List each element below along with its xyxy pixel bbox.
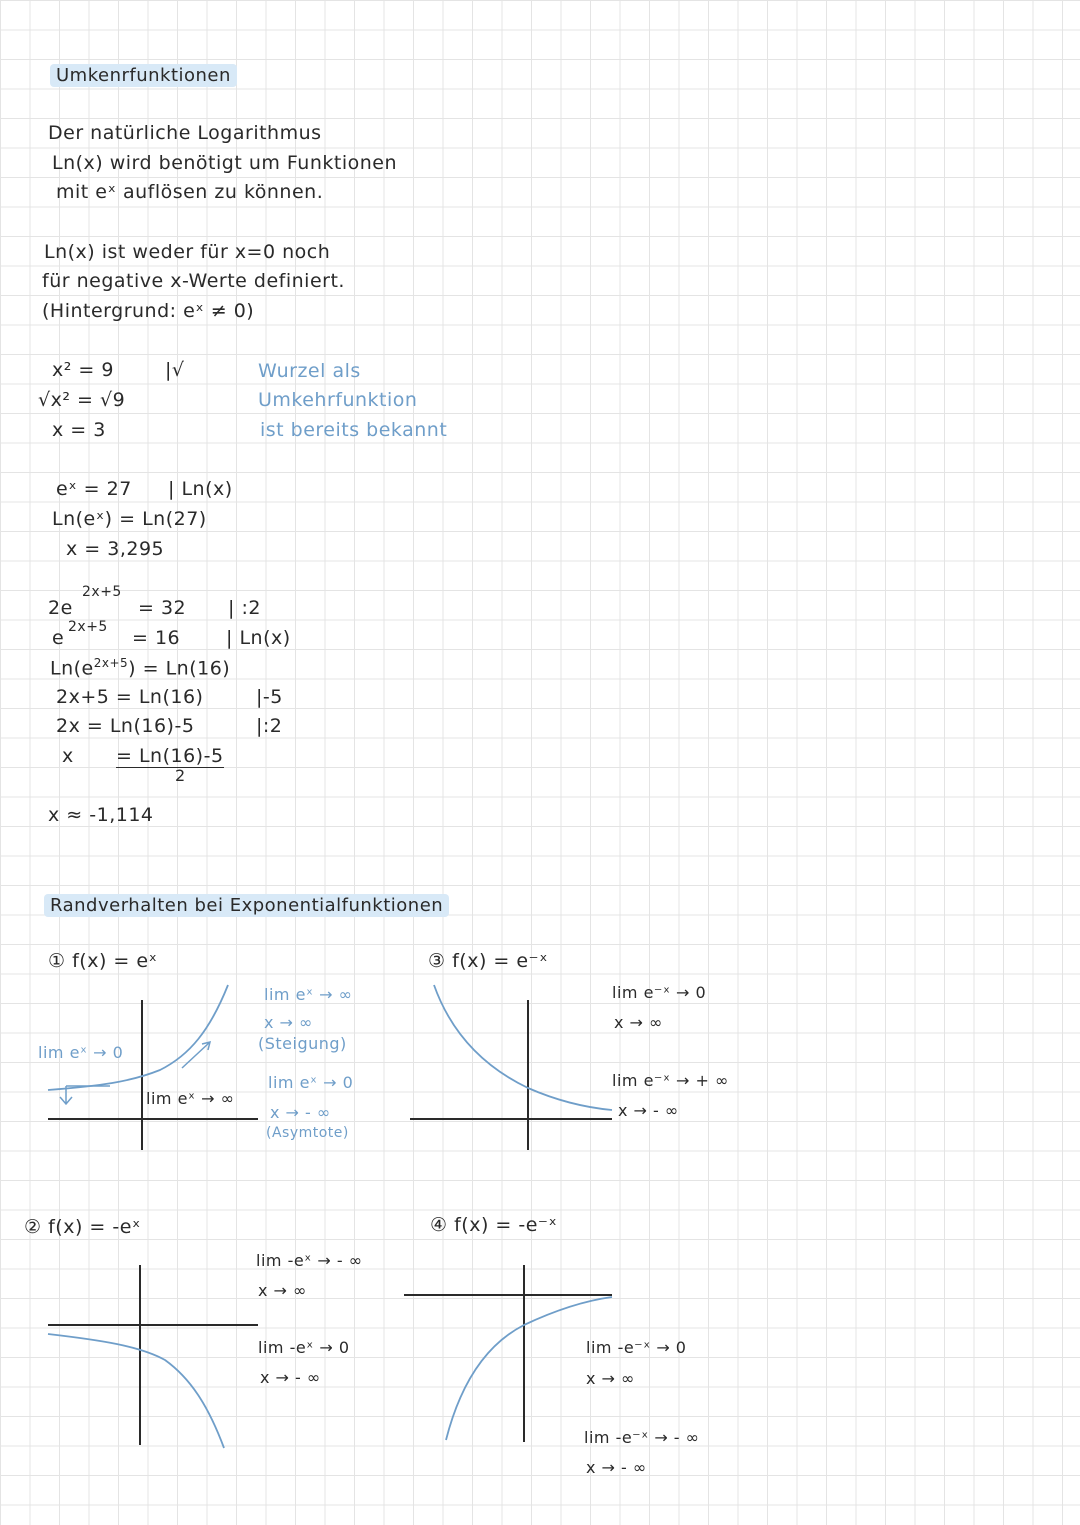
ln2-line-4: 2x+5 = Ln(16)	[56, 686, 204, 708]
graph3-note-1: lim e⁻ˣ → 0	[612, 983, 707, 1002]
sqrt-comment-1: Wurzel als	[258, 360, 361, 382]
graph4-note-3: lim -e⁻ˣ → - ∞	[584, 1428, 700, 1447]
graph2-function: f(x) = -eˣ	[48, 1216, 141, 1238]
graph2-note-4: x → - ∞	[260, 1368, 321, 1387]
section-title-inverse-functions: Umkenrfunktionen	[50, 64, 237, 87]
graph4-note-2: x → ∞	[586, 1369, 635, 1388]
graph1-note-3: (Steigung)	[258, 1034, 347, 1053]
section-title-boundary-behavior: Randverhalten bei Exponentialfunktionen	[44, 894, 449, 917]
sqrt-line-3: x = 3	[52, 419, 106, 441]
graph1-note-2: x → ∞	[264, 1013, 313, 1032]
graph1-number: ①	[48, 950, 66, 972]
ln2-line-6-numerator: = Ln(16)-5	[116, 745, 224, 767]
ln2-line-6-denominator: 2	[175, 766, 186, 785]
sqrt-comment-2: Umkehrfunktion	[258, 389, 418, 411]
sqrt-operation: |√	[165, 359, 185, 381]
graph1-lim-left: lim eˣ → 0	[38, 1043, 124, 1062]
graph1-note-6: (Asymtote)	[266, 1125, 349, 1141]
note-line-1: Ln(x) ist weder für x=0 noch	[44, 241, 331, 263]
graph2-note-3: lim -eˣ → 0	[258, 1338, 350, 1357]
sqrt-line-2: √x² = √9	[38, 389, 126, 411]
sqrt-comment-3: ist bereits bekannt	[260, 419, 448, 441]
graph3-note-3: lim e⁻ˣ → + ∞	[612, 1071, 729, 1090]
intro-line-1: Der natürliche Logarithmus	[48, 122, 322, 144]
ln2-exp-1: 2x+5	[82, 584, 122, 600]
graph1-note-1: lim eˣ → ∞	[264, 985, 353, 1004]
ln1-line-3: x = 3,295	[66, 538, 165, 560]
graph3-number: ③	[428, 950, 446, 972]
graph1-lim-middle: lim eˣ → ∞	[146, 1089, 235, 1108]
graph4-number: ④	[430, 1214, 448, 1236]
ln2-line-3-rhs: ) = Ln(16)	[128, 657, 231, 680]
ln1-line-2: Ln(eˣ) = Ln(27)	[52, 508, 207, 530]
intro-line-2: Ln(x) wird benötigt um Funktionen	[52, 152, 398, 174]
graph1-note-4: lim eˣ → 0	[268, 1073, 354, 1092]
ln2-line-6-x: x	[62, 745, 74, 767]
ln2-line-3-lhs: Ln(e	[50, 657, 94, 680]
sqrt-line-1: x² = 9	[52, 359, 114, 381]
graph2-note-1: lim -eˣ → - ∞	[256, 1251, 363, 1270]
ln2-result: x ≈ -1,114	[48, 804, 154, 826]
note-line-2: für negative x-Werte definiert.	[42, 270, 345, 292]
graph4-note-1: lim -e⁻ˣ → 0	[586, 1338, 687, 1357]
ln2-op-5: |:2	[256, 715, 283, 737]
intro-line-3: mit eˣ auflösen zu können.	[56, 181, 324, 203]
ln1-line-1: eˣ = 27	[56, 478, 132, 500]
ln2-line-2: e	[52, 627, 65, 649]
graph3-note-2: x → ∞	[614, 1013, 663, 1032]
ln2-exp-2: 2x+5	[68, 619, 108, 635]
ln2-exp-3: 2x+5	[93, 656, 129, 670]
graph3-note-4: x → - ∞	[618, 1101, 679, 1120]
ln2-line-2-rhs: = 16	[132, 627, 181, 649]
ln1-operation: | Ln(x)	[168, 478, 233, 500]
note-line-3: (Hintergrund: eˣ ≠ 0)	[42, 300, 255, 322]
ln2-line-1: 2e	[48, 597, 73, 619]
graph1-function: f(x) = eˣ	[72, 950, 158, 972]
ln2-line-1-rhs: = 32	[138, 597, 187, 619]
graph4-function: f(x) = -e⁻ˣ	[454, 1214, 558, 1236]
ln2-op-4: |-5	[256, 686, 283, 708]
graph2-number: ②	[24, 1216, 42, 1238]
graph4-note-4: x → - ∞	[586, 1458, 647, 1477]
graph2-note-2: x → ∞	[258, 1281, 307, 1300]
ln2-line-5: 2x = Ln(16)-5	[56, 715, 195, 737]
graph3-function: f(x) = e⁻ˣ	[452, 950, 549, 972]
ln2-op-1: | :2	[228, 597, 261, 619]
graph1-note-5: x → - ∞	[270, 1103, 331, 1122]
ln2-op-2: | Ln(x)	[226, 627, 291, 649]
